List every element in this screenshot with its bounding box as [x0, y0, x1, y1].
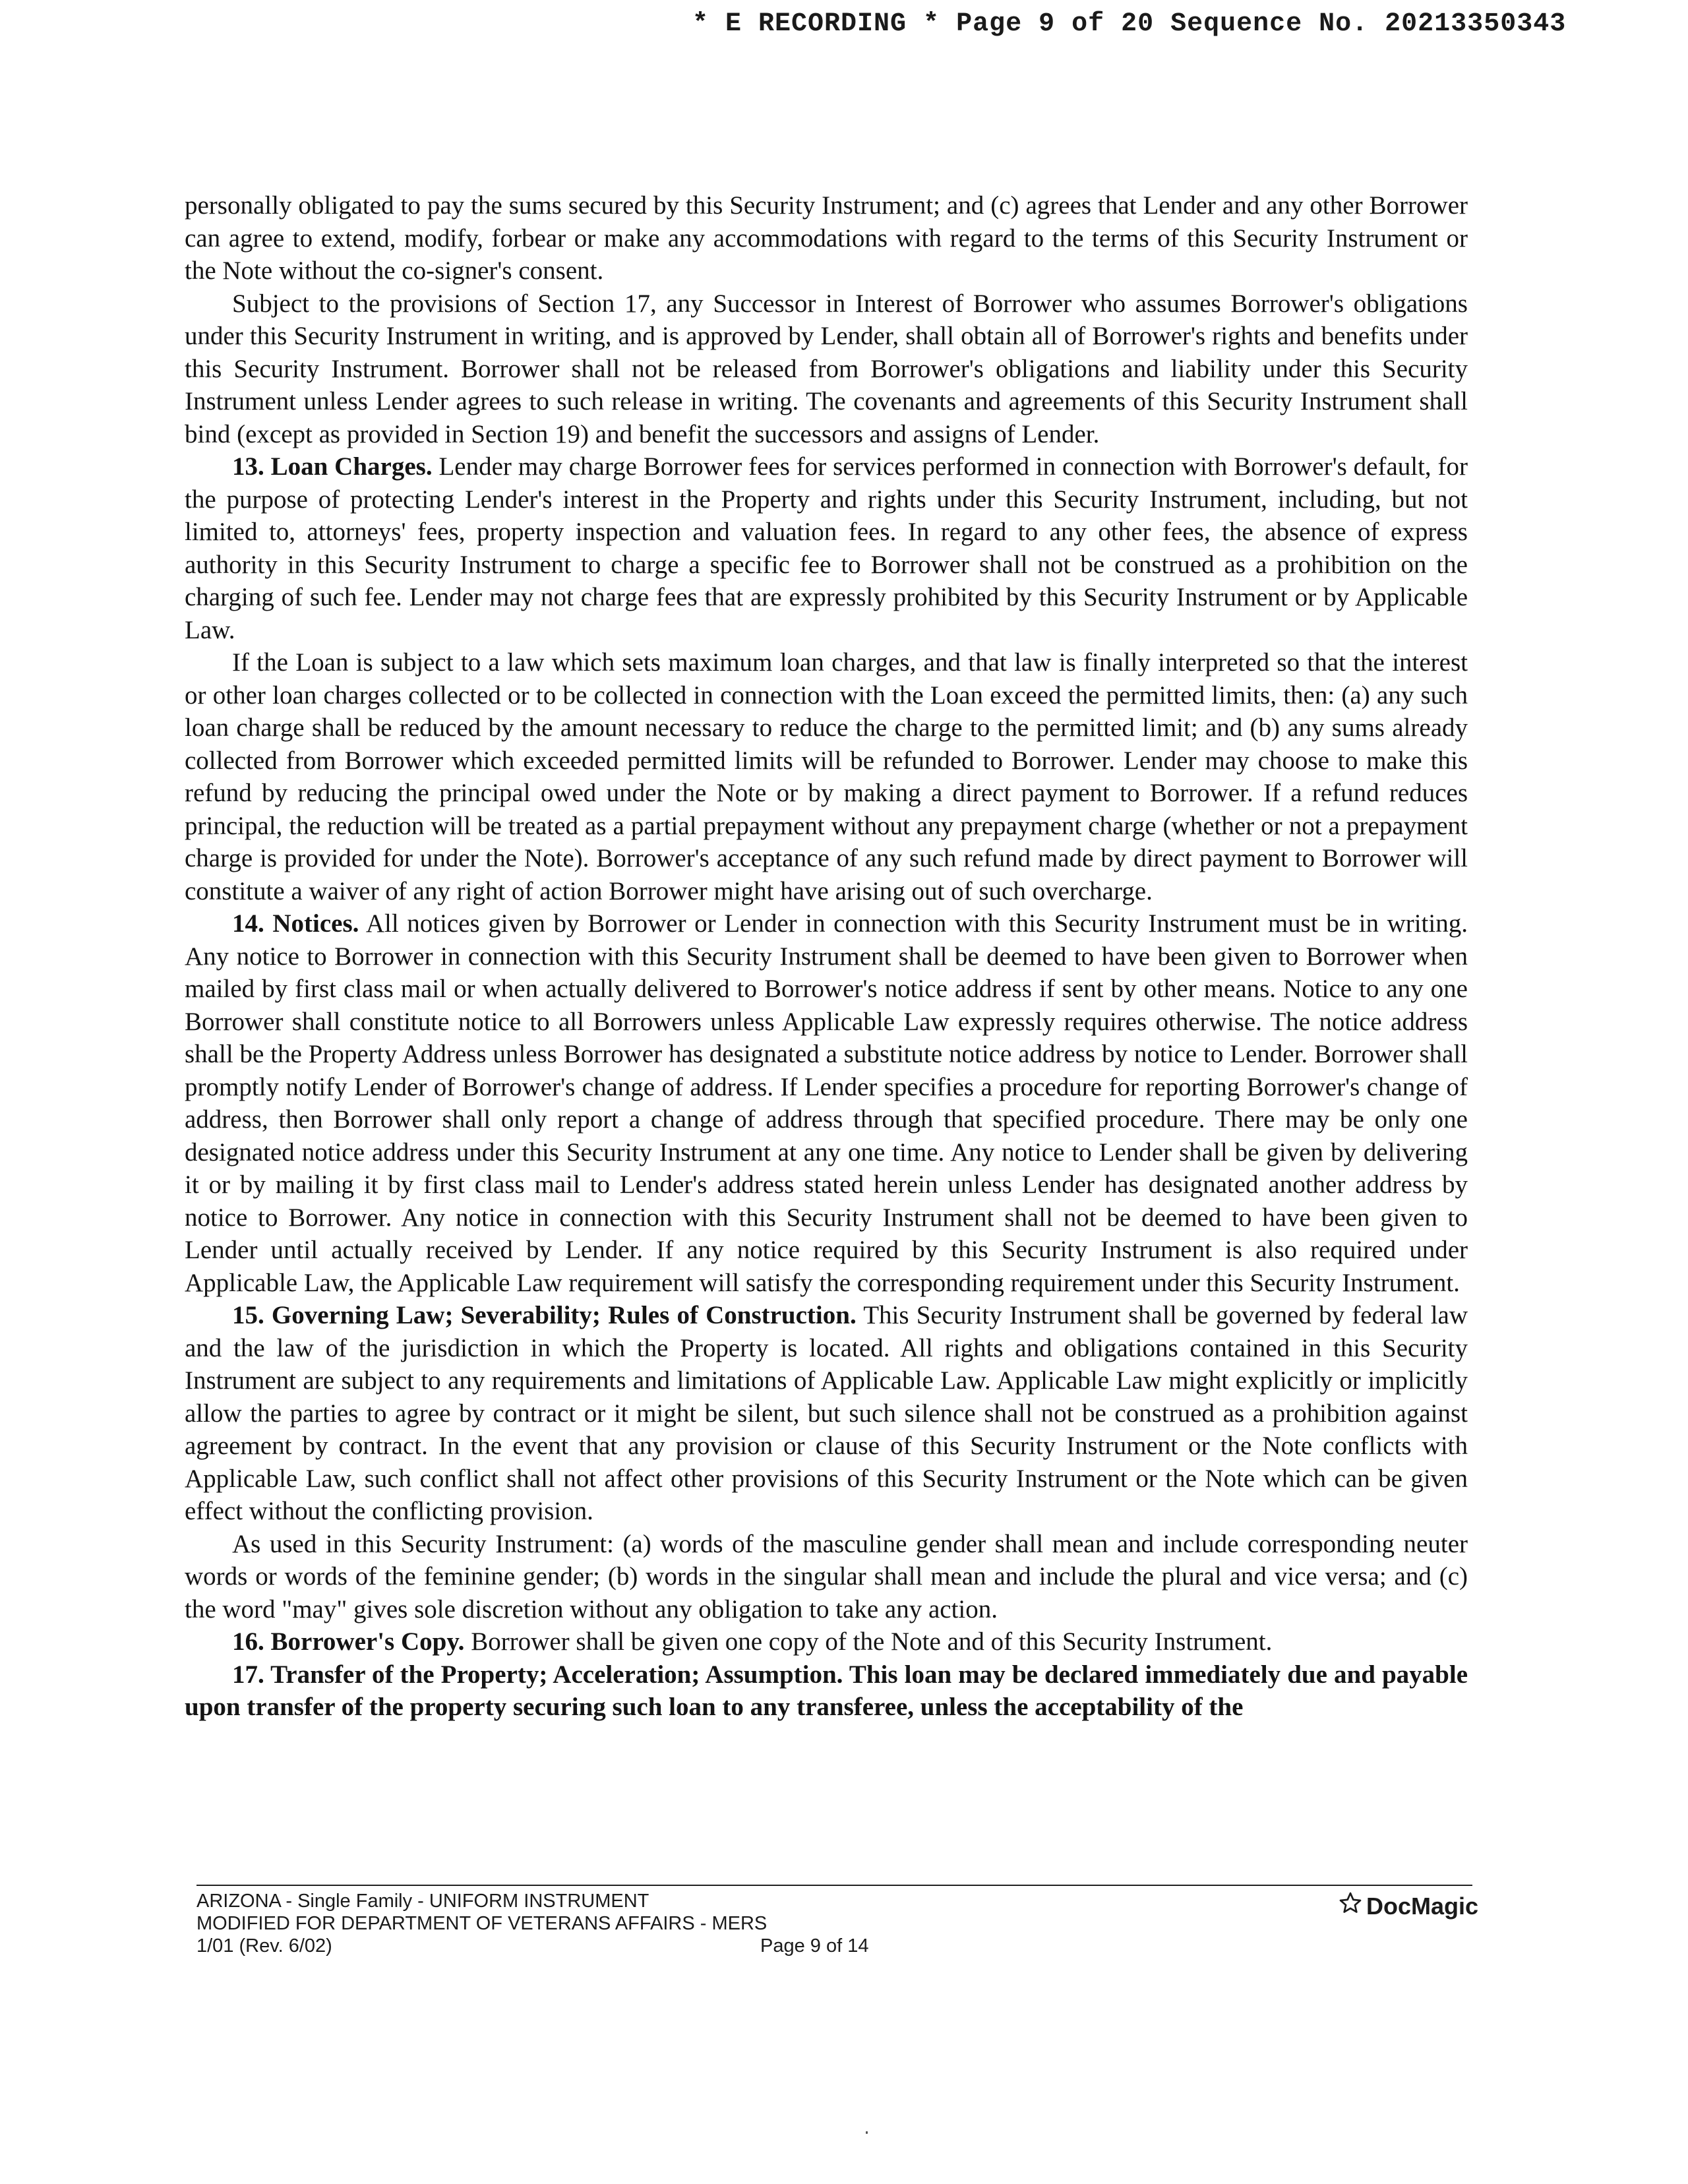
- section-14-heading: 14. Notices.: [232, 909, 359, 938]
- section-15-text: This Security Instrument shall be governed by federal law and the law of the jurisdiction in which the Property is located. All rights and obligations contained in this Security Instrument are subject to any requirements and limitations of Applicable Law. Applicable Law might explicitly or implicitly allow the parties to agree by contract or it might be silent, but such silence shall not be construed as a prohibition against agreement by contract. In the event that any provision or clause of this Security Instrument or the Note conflicts with Applicable Law, such conflict shall not affect other provisions of this Security Instrument or the Note which can be given effect without the conflicting provision.: [185, 1301, 1468, 1525]
- document-body: [185, 189, 1468, 1724]
- section-15-heading: 15. Governing Law; Severability; Rules of Construction.: [232, 1301, 857, 1329]
- paragraph-successor: Subject to the provisions of Section 17, any Successor in Interest of Borrower who assumes Borrower's obligations under this Security Instrument in writing, and is approved by Lender, shall obtain all of Borrower's rights and benefits under this Security Instrument. Borrower shall not be released from Borrower's obligations and liability under this Security Instrument unless Lender agrees to such release in writing. The covenants and agreements of this Security Instrument shall bind (except as provided in Section 19) and benefit the successors and assigns of Lender.: [185, 289, 1468, 448]
- section-13-loan-charges: [185, 450, 1468, 646]
- section-16-text: Borrower shall be given one copy of the Note and of this Security Instrument.: [471, 1627, 1273, 1656]
- section-14-text: All notices given by Borrower or Lender in connection with this Security Instrument must be in writing. Any notice to Borrower in connection with this Security Instrument shall be deemed to have been given to Borrower when mailed by first class mail or when actually delivered to Borrower's notice address if sent by other means. Notice to any one Borrower shall constitute notice to all Borrowers unless Applicable Law expressly requires otherwise. The notice address shall be the Property Address unless Borrower has designated a substitute notice address by notice to Lender. Borrower shall promptly notify Lender of Borrower's change of address. If Lender specifies a procedure for reporting Borrower's change of address, then Borrower shall only report a change of address through that specified procedure. There may be only one designated notice address under this Security Instrument at any one time. Any notice to Lender shall be given by delivering it or by mailing it by first class mail to Lender's address stated herein unless Lender has designated another address by notice to Borrower. Any notice in connection with this Security Instrument shall not be deemed to have been given to Lender until actually received by Lender. If any notice required by this Security Instrument is also required under Applicable Law, the Applicable Law requirement will satisfy the corresponding requirement under this Security Instrument.: [185, 909, 1468, 1297]
- footer-form-modifier: MODIFIED FOR DEPARTMENT OF VETERANS AFFAIRS - MERS: [196, 1913, 768, 1934]
- section-17-heading: 17. Transfer of the Property; Acceleration; Assumption.: [232, 1660, 843, 1689]
- section-16-heading: 16. Borrower's Copy.: [232, 1627, 465, 1656]
- star-icon: [1339, 1891, 1362, 1921]
- paragraph-maximum-charges: If the Loan is subject to a law which sets maximum loan charges, and that law is finally interpreted so that the interest or other loan charges collected or to be collected in connection with the Loan exceed the permitted limits, then: (a) any such loan charge shall be reduced by the amount necessary to reduce the charge to the permitted limit; and (b) any sums already collected from Borrower which exceeded permitted limits will be refunded to Borrower. Lender may choose to make this refund by reducing the principal owed under the Note or by making a direct payment to Borrower. If a refund reduces principal, the reduction will be treated as a partial prepayment without any prepayment charge (whether or not a prepayment charge is provided for under the Note). Borrower's acceptance of any such refund made by direct payment to Borrower will constitute a waiver of any right of action Borrower might have arising out of such overcharge.: [185, 648, 1468, 905]
- section-17-text: This loan may be declared immediately due and payable upon transfer of the property securing such loan to any transferee, unless the acceptability of the: [185, 1660, 1468, 1721]
- section-15-governing-law: [185, 1299, 1468, 1528]
- section-17-transfer: [185, 1658, 1468, 1724]
- footer-form-title: ARIZONA - Single Family - UNIFORM INSTRUMENT: [196, 1891, 649, 1912]
- brand-name: DocMagic: [1366, 1892, 1479, 1920]
- section-14-notices: [185, 907, 1468, 1299]
- scan-speck: [866, 2131, 868, 2134]
- docmagic-logo: [1339, 1891, 1478, 1921]
- recording-stamp: * E RECORDING * Page 9 of 20 Sequence No. 20213350343: [692, 9, 1567, 39]
- section-13-text: Lender may charge Borrower fees for services performed in connection with Borrower's default, for the purpose of protecting Lender's interest in the Property and rights under this Security Instrument, including, but not limited to, attorneys' fees, property inspection and valuation fees. In regard to any other fees, the absence of express authority in this Security Instrument to charge a specific fee to Borrower shall not be construed as a prohibition on the charging of such fee. Lender may not charge fees that are expressly prohibited by this Security Instrument or by Applicable Law.: [185, 452, 1468, 644]
- paragraph-construction: As used in this Security Instrument: (a) words of the masculine gender shall mean and include corresponding neuter words or words of the feminine gender; (b) words in the singular shall mean and include the plural and vice versa; and (c) the word "may" gives sole discretion without any obligation to take any action.: [185, 1529, 1468, 1623]
- footer-page-number: Page 9 of 14: [760, 1935, 869, 1957]
- paragraph-cosigner: personally obligated to pay the sums secured by this Security Instrument; and (c) agrees that Lender and any other Borrower can agree to extend, modify, forbear or make any accommodations with regard to the terms of this Security Instrument or the Note without the co-signer's consent.: [185, 191, 1468, 285]
- section-13-heading: 13. Loan Charges.: [232, 452, 433, 481]
- footer-divider: [196, 1885, 1472, 1886]
- page-footer: [196, 1890, 1472, 1957]
- footer-form-revision: 1/01 (Rev. 6/02): [196, 1935, 332, 1957]
- section-16-borrowers-copy: [185, 1625, 1468, 1658]
